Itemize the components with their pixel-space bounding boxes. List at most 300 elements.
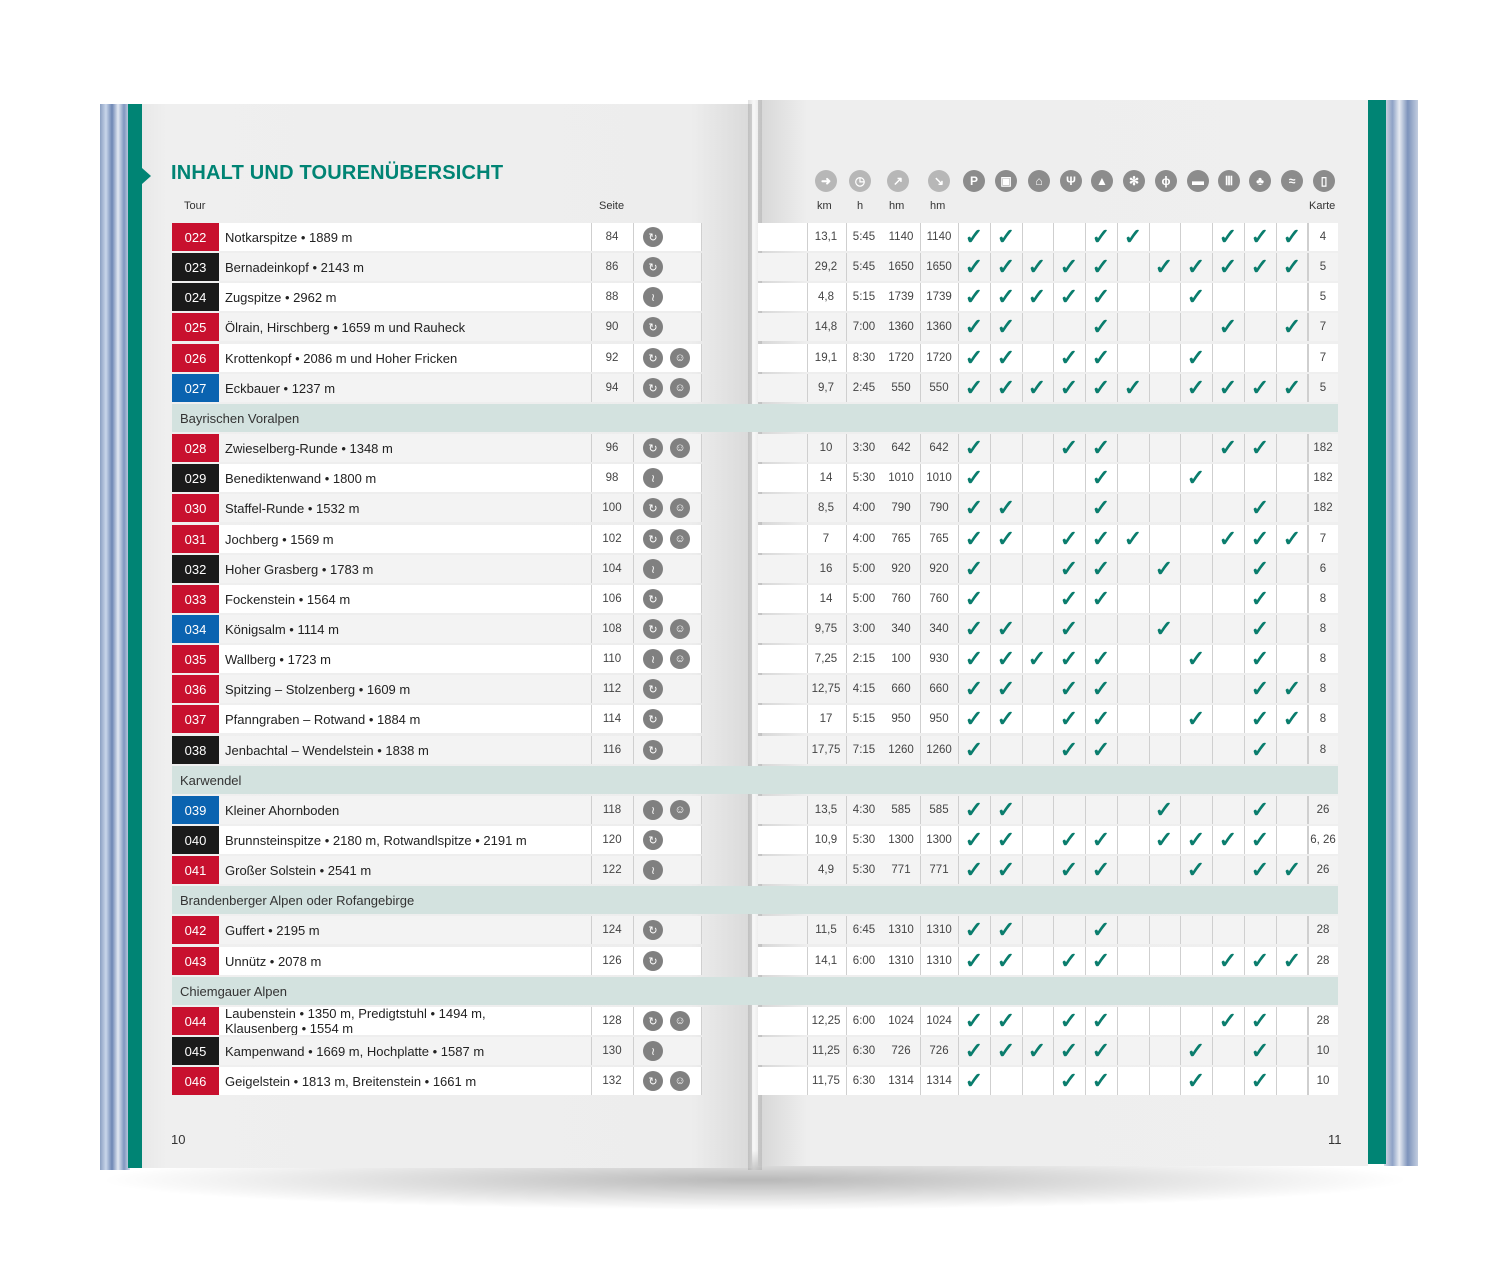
check-mark-icon: ✓: [1027, 254, 1047, 279]
page-number[interactable]: 116: [602, 744, 622, 756]
column-divider: [846, 916, 847, 944]
map-number: 8: [1319, 623, 1327, 635]
column-divider: [1212, 374, 1213, 402]
page-number[interactable]: 112: [602, 683, 622, 695]
column-divider: [1022, 1037, 1023, 1065]
column-divider: [920, 856, 921, 884]
check-mark-icon: ✓: [1250, 616, 1270, 641]
check-mark-icon: ✓: [1091, 706, 1111, 731]
tour-name[interactable]: Großer Solstein • 2541 m: [225, 862, 372, 878]
column-divider: [633, 1007, 634, 1035]
column-divider: [1276, 675, 1277, 703]
column-divider: [1244, 494, 1245, 522]
column-divider: [1180, 374, 1181, 402]
loop-tour-icon: ↻: [643, 619, 663, 639]
check-mark-icon: ✓: [996, 314, 1016, 339]
stat-down: 1300: [926, 834, 952, 846]
column-divider: [1117, 826, 1118, 854]
table-row-stats: [758, 645, 1338, 673]
column-divider: [633, 736, 634, 764]
tour-name[interactable]: Jenbachtal – Wendelstein • 1838 m: [225, 742, 429, 758]
page-number[interactable]: 90: [605, 321, 619, 333]
column-divider: [1022, 344, 1023, 372]
tour-number-badge: 030: [172, 494, 219, 522]
column-divider: [1276, 494, 1277, 522]
tour-name-line: Klausenberg • 1554 m: [225, 1021, 354, 1035]
column-divider: [807, 434, 808, 462]
column-divider: [1180, 344, 1181, 372]
table-row[interactable]: [172, 253, 701, 281]
column-divider: [1117, 223, 1118, 251]
table-row-stats: [758, 464, 1338, 492]
hut-icon: ▲: [1091, 170, 1113, 192]
check-mark-icon: ✓: [996, 917, 1016, 942]
page-number[interactable]: 92: [605, 352, 619, 364]
tour-name[interactable]: Eckbauer • 1237 m: [225, 380, 336, 396]
stat-up: 1300: [888, 834, 914, 846]
check-mark-icon: ✓: [964, 314, 984, 339]
column-divider: [1180, 916, 1181, 944]
check-mark-icon: ✓: [1059, 616, 1079, 641]
column-divider: [1212, 615, 1213, 643]
page-number[interactable]: 106: [602, 593, 622, 605]
check-mark-icon: ✓: [1091, 435, 1111, 460]
page-number[interactable]: 118: [602, 804, 622, 816]
tour-name[interactable]: Spitzing – Stolzenberg • 1609 m: [225, 681, 411, 697]
column-divider: [701, 916, 702, 944]
column-divider: [920, 374, 921, 402]
book-edge-right: [1384, 100, 1418, 1166]
table-row[interactable]: [172, 856, 701, 884]
tour-name[interactable]: Ölrain, Hirschberg • 1659 m und Rauheck: [225, 319, 466, 335]
check-mark-icon: ✓: [1059, 586, 1079, 611]
column-divider: [807, 464, 808, 492]
table-row[interactable]: [172, 313, 701, 341]
column-divider: [1276, 615, 1277, 643]
column-divider: [1149, 1067, 1150, 1095]
column-divider: [1022, 585, 1023, 613]
page-number[interactable]: 114: [602, 713, 622, 725]
one-way-tour-icon: ≀: [643, 649, 663, 669]
column-divider: [807, 344, 808, 372]
column-divider: [1308, 283, 1309, 311]
check-mark-icon: ✓: [964, 465, 984, 490]
table-row[interactable]: [172, 1067, 701, 1095]
column-divider: [1022, 525, 1023, 553]
stat-h: 6:30: [852, 1075, 876, 1087]
page-number[interactable]: 96: [605, 442, 619, 454]
column-divider: [1276, 223, 1277, 251]
column-divider: [1149, 615, 1150, 643]
column-divider: [1117, 796, 1118, 824]
tour-name[interactable]: Brunnsteinspitze • 2180 m, Rotwandlspitze • 2191 m: [225, 832, 527, 848]
column-divider: [1244, 434, 1245, 462]
column-divider: [701, 1037, 702, 1065]
table-row[interactable]: [172, 283, 701, 311]
column-divider: [1180, 947, 1181, 975]
table-row-stats: [758, 736, 1338, 764]
column-divider: [958, 253, 959, 281]
page-number-left: 10: [171, 1132, 186, 1147]
tour-name[interactable]: Zugspitze • 2962 m: [225, 289, 337, 305]
table-row[interactable]: [172, 555, 701, 583]
check-mark-icon: ✓: [996, 797, 1016, 822]
tour-name[interactable]: Bernadeinkopf • 2143 m: [225, 259, 364, 275]
one-way-tour-icon: ≀: [643, 468, 663, 488]
column-divider: [1053, 464, 1054, 492]
table-row[interactable]: [172, 344, 701, 372]
check-mark-icon: ✓: [996, 345, 1016, 370]
kids-icon: ☺: [670, 378, 690, 398]
column-divider: [1085, 675, 1086, 703]
page-number[interactable]: 124: [602, 924, 622, 936]
clock-icon: ◷: [849, 170, 871, 192]
table-row[interactable]: [172, 675, 701, 703]
column-divider: [1244, 374, 1245, 402]
column-divider: [1117, 283, 1118, 311]
column-divider: [920, 916, 921, 944]
stat-down: 1310: [926, 924, 952, 936]
tour-name[interactable]: Königsalm • 1114 m: [225, 621, 339, 637]
check-mark-icon: ✓: [1186, 345, 1206, 370]
check-mark-icon: ✓: [996, 948, 1016, 973]
column-divider: [701, 615, 702, 643]
check-mark-icon: ✓: [1218, 948, 1238, 973]
column-divider: [1117, 645, 1118, 673]
column-divider: [1180, 555, 1181, 583]
column-divider: [958, 464, 959, 492]
column-divider: [920, 525, 921, 553]
column-divider: [701, 253, 702, 281]
column-divider: [807, 615, 808, 643]
table-row[interactable]: [172, 645, 701, 673]
tour-name[interactable]: Kampenwand • 1669 m, Hochplatte • 1587 m: [225, 1043, 485, 1059]
column-divider: [1212, 555, 1213, 583]
stat-down: 771: [929, 864, 949, 876]
page-number[interactable]: 104: [602, 563, 622, 575]
map-number: 4: [1319, 231, 1327, 243]
tour-name[interactable]: Wallberg • 1723 m: [225, 651, 331, 667]
column-divider: [591, 494, 592, 522]
page-number[interactable]: 100: [602, 502, 622, 514]
check-mark-icon: ✓: [1091, 646, 1111, 671]
table-row[interactable]: [172, 736, 701, 764]
stat-km: 4,9: [818, 864, 834, 876]
column-divider: [1149, 585, 1150, 613]
page-number[interactable]: 126: [602, 955, 622, 967]
table-row[interactable]: [172, 1037, 701, 1065]
column-divider: [1149, 705, 1150, 733]
check-mark-icon: ✓: [1282, 254, 1302, 279]
swimming-icon: ≈: [1281, 170, 1303, 192]
column-divider: [1212, 313, 1213, 341]
kids-icon: ☺: [670, 619, 690, 639]
table-row[interactable]: [172, 223, 701, 251]
column-divider: [1308, 705, 1309, 733]
stat-km: 4,8: [818, 291, 834, 303]
page-number[interactable]: 132: [602, 1075, 622, 1087]
table-row[interactable]: [172, 525, 701, 553]
table-row[interactable]: [172, 494, 701, 522]
column-divider: [1149, 675, 1150, 703]
column-divider: [807, 826, 808, 854]
map-number: 8: [1319, 713, 1327, 725]
page-number[interactable]: 102: [602, 533, 622, 545]
column-divider: [807, 253, 808, 281]
tour-name[interactable]: Pfanngraben – Rotwand • 1884 m: [225, 711, 421, 727]
tour-number-badge: 036: [172, 675, 219, 703]
page-number[interactable]: 128: [602, 1015, 622, 1027]
column-divider: [1244, 585, 1245, 613]
page-number[interactable]: 86: [605, 261, 619, 273]
column-divider: [1085, 494, 1086, 522]
kids-icon: ☺: [670, 348, 690, 368]
tour-name[interactable]: Fockenstein • 1564 m: [225, 591, 351, 607]
column-divider: [1085, 1067, 1086, 1095]
column-divider: [846, 313, 847, 341]
page-number[interactable]: 122: [602, 864, 622, 876]
column-divider: [1149, 374, 1150, 402]
tour-name[interactable]: Benediktenwand • 1800 m: [225, 470, 377, 486]
column-divider: [1244, 675, 1245, 703]
column-divider: [1022, 374, 1023, 402]
check-mark-icon: ✓: [996, 616, 1016, 641]
stat-h: 5:30: [852, 472, 876, 484]
tour-number-badge: 044: [172, 1007, 219, 1035]
check-mark-icon: ✓: [1186, 646, 1206, 671]
column-divider: [990, 525, 991, 553]
column-divider: [990, 675, 991, 703]
column-divider: [1308, 796, 1309, 824]
column-divider: [1022, 736, 1023, 764]
column-divider: [1053, 434, 1054, 462]
check-mark-icon: ✓: [1282, 526, 1302, 551]
column-divider: [701, 796, 702, 824]
column-divider: [1117, 464, 1118, 492]
column-divider: [1085, 947, 1086, 975]
table-row-stats: [758, 826, 1338, 854]
table-row[interactable]: [172, 434, 701, 462]
column-divider: [807, 705, 808, 733]
check-mark-icon: ✓: [1154, 556, 1174, 581]
column-divider: [1212, 856, 1213, 884]
column-divider: [1180, 645, 1181, 673]
check-mark-icon: ✓: [1250, 1068, 1270, 1093]
column-divider: [1085, 705, 1086, 733]
column-divider: [633, 313, 634, 341]
map-number: 5: [1319, 261, 1327, 273]
check-mark-icon: ✓: [1186, 465, 1206, 490]
column-divider: [1149, 856, 1150, 884]
check-mark-icon: ✓: [1027, 1038, 1047, 1063]
column-divider: [958, 585, 959, 613]
table-row[interactable]: [172, 796, 701, 824]
column-divider: [1244, 736, 1245, 764]
column-divider: [1022, 1007, 1023, 1035]
check-mark-icon: ✓: [1027, 375, 1047, 400]
tour-number-badge: 038: [172, 736, 219, 764]
page-number[interactable]: 120: [602, 834, 622, 846]
check-mark-icon: ✓: [1250, 676, 1270, 701]
column-divider: [591, 1037, 592, 1065]
column-divider: [591, 434, 592, 462]
stat-km: 14,8: [814, 321, 838, 333]
column-divider: [1053, 585, 1054, 613]
tour-number-badge: 022: [172, 223, 219, 251]
column-divider: [1022, 796, 1023, 824]
table-row[interactable]: [172, 374, 701, 402]
table-row[interactable]: [172, 826, 701, 854]
header-karte: Karte: [1309, 200, 1336, 212]
column-divider: [1308, 223, 1309, 251]
column-divider: [591, 645, 592, 673]
table-row[interactable]: [172, 1007, 701, 1035]
column-divider: [1276, 585, 1277, 613]
section-header: Brandenberger Alpen oder Rofangebirge: [172, 886, 1338, 914]
stat-down: 1314: [926, 1075, 952, 1087]
column-divider: [633, 253, 634, 281]
column-divider: [920, 947, 921, 975]
kids-icon: ☺: [670, 438, 690, 458]
stat-up: 726: [891, 1045, 911, 1057]
tour-name[interactable]: Hoher Grasberg • 1783 m: [225, 561, 374, 577]
tour-name[interactable]: Guffert • 2195 m: [225, 922, 320, 938]
table-row[interactable]: [172, 585, 701, 613]
column-divider: [701, 313, 702, 341]
tour-name[interactable]: [225, 1007, 590, 1035]
stat-km: 10,9: [814, 834, 838, 846]
loop-tour-icon: ↻: [643, 257, 663, 277]
column-divider: [990, 283, 991, 311]
column-divider: [1022, 1067, 1023, 1095]
page-number[interactable]: 110: [602, 653, 622, 665]
header-hm-up: hm: [889, 200, 905, 212]
stat-down: 950: [929, 713, 949, 725]
stat-up: 642: [891, 442, 911, 454]
check-mark-icon: ✓: [1091, 948, 1111, 973]
kids-icon: ☺: [670, 1011, 690, 1031]
column-divider: [1308, 585, 1309, 613]
tour-name[interactable]: Unnütz • 2078 m: [225, 953, 322, 969]
column-divider: [633, 374, 634, 402]
column-divider: [1308, 675, 1309, 703]
column-divider: [1117, 705, 1118, 733]
tour-name[interactable]: Zwieselberg-Runde • 1348 m: [225, 440, 393, 456]
column-divider: [958, 494, 959, 522]
stat-h: 5:00: [852, 593, 876, 605]
column-divider: [1053, 1007, 1054, 1035]
column-divider: [807, 675, 808, 703]
column-divider: [1149, 916, 1150, 944]
column-divider: [1180, 313, 1181, 341]
check-mark-icon: ✓: [1282, 857, 1302, 882]
column-divider: [1212, 947, 1213, 975]
page-title: INHALT UND TOURENÜBERSICHT: [171, 162, 504, 184]
column-divider: [920, 615, 921, 643]
tour-name-line: Laubenstein • 1350 m, Predigtstuhl • 1494 m,: [225, 1007, 486, 1021]
column-divider: [920, 675, 921, 703]
check-mark-icon: ✓: [1059, 737, 1079, 762]
stat-h: 2:45: [852, 382, 876, 394]
column-divider: [1117, 916, 1118, 944]
column-divider: [1053, 313, 1054, 341]
column-divider: [1149, 555, 1150, 583]
table-row[interactable]: [172, 705, 701, 733]
column-divider: [1085, 826, 1086, 854]
check-mark-icon: ✓: [996, 284, 1016, 309]
map-number: 7: [1319, 321, 1327, 333]
tour-name[interactable]: Kleiner Ahornboden: [225, 802, 340, 818]
page-number[interactable]: 98: [605, 472, 619, 484]
check-mark-icon: ✓: [1282, 706, 1302, 731]
column-divider: [591, 223, 592, 251]
column-divider: [1212, 283, 1213, 311]
page-number[interactable]: 88: [605, 291, 619, 303]
tour-name[interactable]: Jochberg • 1569 m: [225, 531, 334, 547]
column-divider: [1085, 313, 1086, 341]
stat-h: 7:00: [852, 321, 876, 333]
column-divider: [633, 283, 634, 311]
map-icon: ▯: [1313, 170, 1335, 192]
table-row-stats: [758, 615, 1338, 643]
table-row[interactable]: [172, 615, 701, 643]
column-divider: [958, 1067, 959, 1095]
column-divider: [1276, 283, 1277, 311]
title-arrow-icon: [142, 168, 151, 184]
page-number[interactable]: 94: [605, 382, 619, 394]
column-divider: [990, 585, 991, 613]
column-divider: [701, 344, 702, 372]
column-divider: [1053, 796, 1054, 824]
column-divider: [1244, 705, 1245, 733]
column-divider: [990, 313, 991, 341]
stat-down: 585: [929, 804, 949, 816]
check-mark-icon: ✓: [1218, 254, 1238, 279]
check-mark-icon: ✓: [996, 375, 1016, 400]
tour-name[interactable]: Staffel-Runde • 1532 m: [225, 500, 360, 516]
loop-tour-icon: ↻: [643, 740, 663, 760]
check-mark-icon: ✓: [1218, 224, 1238, 249]
column-divider: [1276, 736, 1277, 764]
check-mark-icon: ✓: [1091, 857, 1111, 882]
stat-km: 16: [819, 563, 833, 575]
check-mark-icon: ✓: [1059, 556, 1079, 581]
column-divider: [591, 1067, 592, 1095]
tour-name[interactable]: Notkarspitze • 1889 m: [225, 229, 353, 245]
table-row[interactable]: [172, 464, 701, 492]
column-divider: [1053, 826, 1054, 854]
column-divider: [1212, 253, 1213, 281]
loop-tour-icon: ↻: [643, 348, 663, 368]
table-row[interactable]: [172, 947, 701, 975]
table-row[interactable]: [172, 916, 701, 944]
page-number[interactable]: 84: [605, 231, 619, 243]
column-divider: [846, 283, 847, 311]
tour-name[interactable]: Geigelstein • 1813 m, Breitenstein • 1661 m: [225, 1073, 477, 1089]
column-divider: [1149, 283, 1150, 311]
page-number[interactable]: 108: [602, 623, 622, 635]
check-mark-icon: ✓: [1218, 526, 1238, 551]
column-divider: [1244, 916, 1245, 944]
column-divider: [1308, 313, 1309, 341]
tour-name[interactable]: Krottenkopf • 2086 m und Hoher Fricken: [225, 350, 458, 366]
column-divider: [1117, 1007, 1118, 1035]
page-number[interactable]: 130: [602, 1045, 622, 1057]
column-divider: [1212, 645, 1213, 673]
column-divider: [1053, 223, 1054, 251]
column-divider: [807, 916, 808, 944]
column-divider: [1053, 1067, 1054, 1095]
